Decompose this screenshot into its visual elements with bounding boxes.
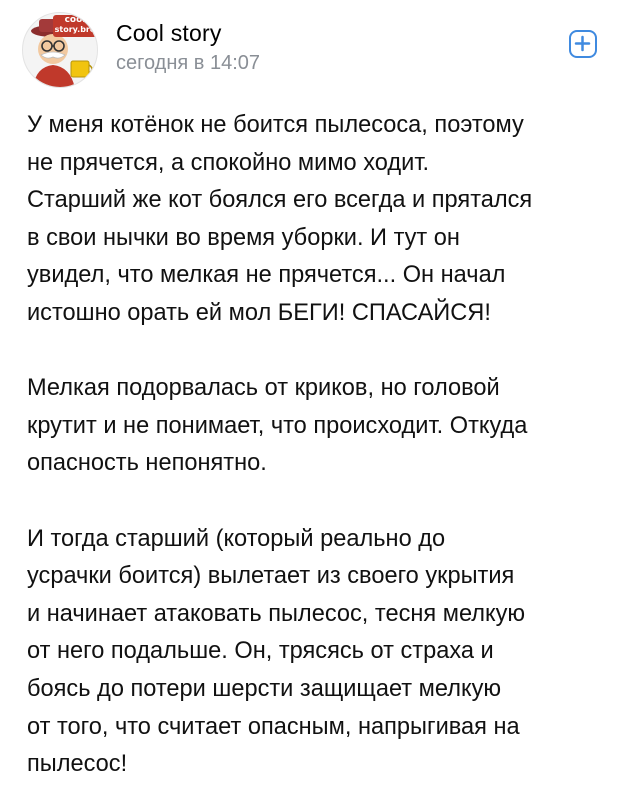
post-time: сегодня в 14:07 — [116, 52, 260, 74]
paragraph-gap — [27, 483, 627, 521]
text-line: не прячется, а спокойно мимо ходит. — [27, 149, 430, 176]
text-line: И тогда старший (который реально до — [27, 525, 446, 552]
text-line: и начинает атаковать пылесос, тесня мелкую — [27, 600, 526, 627]
add-button[interactable] — [569, 30, 597, 58]
paragraph-gap — [27, 333, 627, 371]
author-name[interactable]: Cool story — [116, 20, 222, 46]
text-line: опасность непонятно. — [27, 450, 267, 477]
avatar-text-top: cool — [64, 15, 86, 25]
paragraph-1 — [27, 107, 627, 333]
text-line: пылесос! — [27, 751, 128, 778]
avatar-text-bottom: story.bro — [54, 25, 96, 34]
text-line: боясь до потери шерсти защищает мелкую — [27, 675, 502, 702]
text-line: крутит и не понимает, что происходит. Откуда — [27, 412, 528, 439]
paragraph-3 — [27, 521, 627, 784]
text-line: от того, что считает опасным, напрыгивая на — [27, 713, 520, 740]
plus-square-icon — [571, 32, 594, 55]
post-text — [27, 107, 627, 784]
text-line: истошно орать ей мол БЕГИ! СПАСАЙСЯ! — [27, 299, 491, 326]
avatar[interactable] — [22, 12, 98, 88]
paragraph-2 — [27, 370, 627, 483]
text-line: У меня котёнок не боится пылесоса, поэтому — [27, 112, 524, 138]
text-line: Мелкая подорвалась от криков, но головой — [27, 375, 500, 402]
text-line: увидел, что мелкая не прячется... Он начал — [27, 262, 506, 289]
text-line: от него подальше. Он, трясясь от страха и — [27, 638, 494, 665]
text-line: в свои нычки во время уборки. И тут он — [27, 224, 460, 251]
post-header — [22, 8, 622, 88]
text-line: усрачки боится) вылетает из своего укрытия — [27, 563, 515, 590]
text-line: Старший же кот боялся его всегда и прятался — [27, 187, 533, 214]
